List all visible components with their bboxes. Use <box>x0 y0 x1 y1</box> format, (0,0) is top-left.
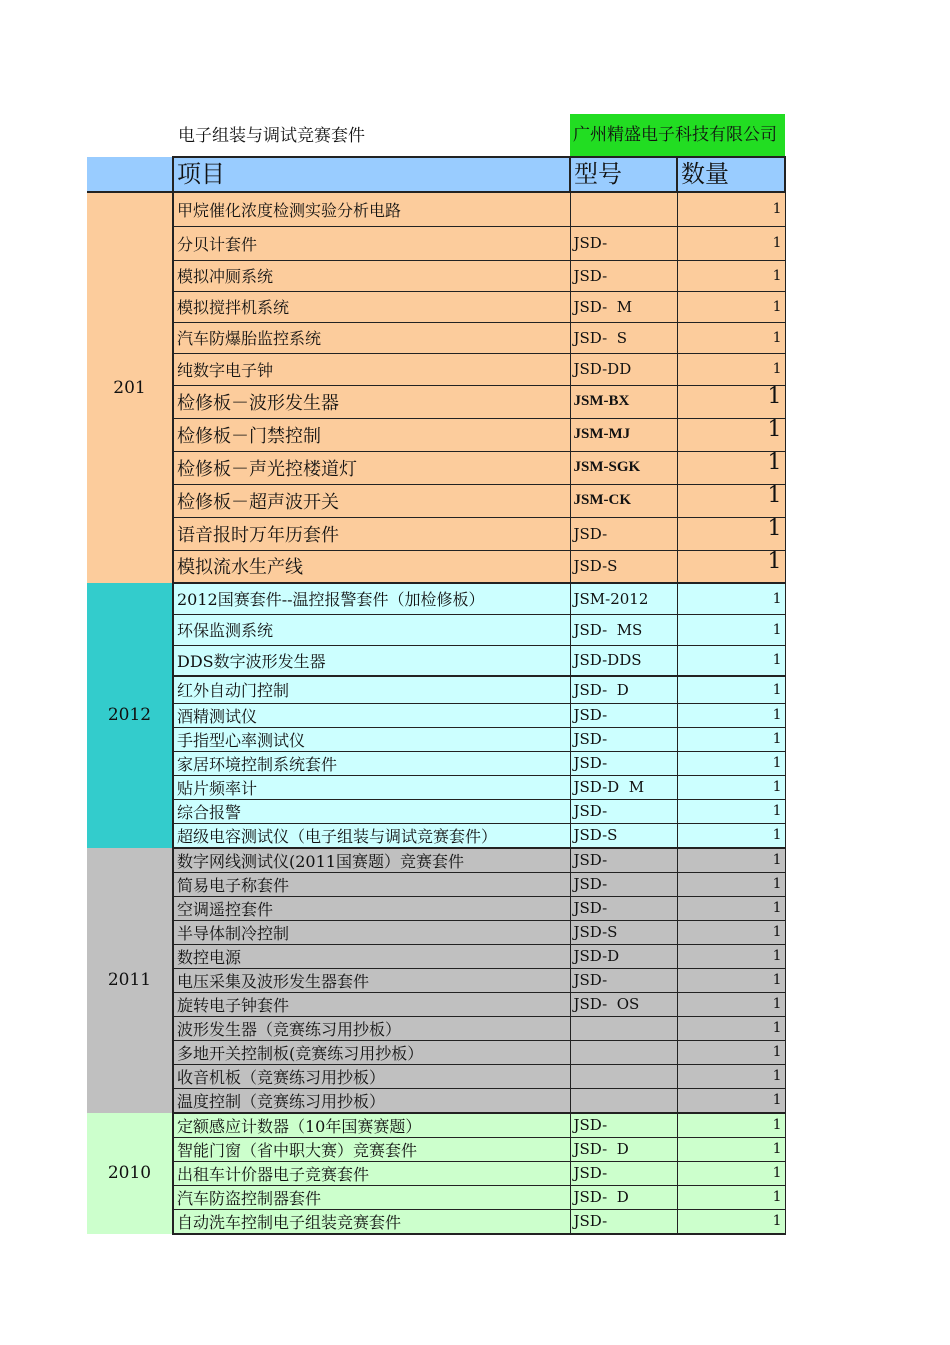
quantity-cell: 1 <box>677 614 785 645</box>
item-cell: 收音机板（竞赛练习用抄板） <box>173 1064 570 1088</box>
table-row <box>87 1185 785 1209</box>
model-cell: JSD- <box>570 799 677 823</box>
model-cell: JSD-S <box>570 920 677 944</box>
quantity-cell: 1 <box>677 1064 785 1088</box>
item-cell: 汽车防爆胎监控系统 <box>173 322 570 353</box>
quantity-cell: 1 <box>677 451 785 484</box>
table-row <box>87 517 785 550</box>
item-cell: 半导体制冷控制 <box>173 920 570 944</box>
item-cell: 检修板－超声波开关 <box>173 484 570 517</box>
table-row <box>87 484 785 517</box>
quantity-cell: 1 <box>677 1088 785 1113</box>
item-cell: 甲烷催化浓度检测实验分析电路 <box>173 192 570 226</box>
table-row <box>87 418 785 451</box>
quantity-cell: 1 <box>677 291 785 322</box>
model-cell: JSM-BX <box>570 385 677 418</box>
table-row <box>87 727 785 751</box>
item-cell: 检修板－波形发生器 <box>173 385 570 418</box>
model-cell: JSD- <box>570 968 677 992</box>
quantity-cell: 1 <box>677 385 785 418</box>
item-cell: 分贝计套件 <box>173 226 570 260</box>
company-name: 广州精盛电子科技有限公司 <box>570 114 785 156</box>
model-cell: JSD- <box>570 517 677 550</box>
table-row <box>87 583 785 614</box>
quantity-cell: 1 <box>677 260 785 291</box>
item-cell: 模拟冲厕系统 <box>173 260 570 291</box>
quantity-cell: 1 <box>677 353 785 385</box>
item-cell: 语音报时万年历套件 <box>173 517 570 550</box>
model-cell: JSD- <box>570 727 677 751</box>
product-table <box>87 156 786 1235</box>
table-row <box>87 192 785 226</box>
sheet-title: 电子组装与调试竞赛套件 <box>178 126 365 146</box>
item-cell: 定额感应计数器（10年国赛赛题） <box>173 1113 570 1138</box>
header-year-cell <box>87 157 173 192</box>
item-cell: 旋转电子钟套件 <box>173 992 570 1016</box>
quantity-cell: 1 <box>677 1161 785 1185</box>
table-row <box>87 968 785 992</box>
item-cell: 家居环境控制系统套件 <box>173 751 570 775</box>
quantity-cell: 1 <box>677 872 785 896</box>
quantity-cell: 1 <box>677 192 785 226</box>
table-row <box>87 1016 785 1040</box>
model-cell: JSD-DDS <box>570 645 677 676</box>
year-cell: 201 <box>87 192 173 583</box>
table-row <box>87 226 785 260</box>
model-cell: JSD- <box>570 896 677 920</box>
model-cell <box>570 1040 677 1064</box>
quantity-cell: 1 <box>677 1137 785 1161</box>
quantity-cell: 1 <box>677 944 785 968</box>
item-cell: 波形发生器（竞赛练习用抄板） <box>173 1016 570 1040</box>
item-cell: 酒精测试仪 <box>173 703 570 727</box>
model-cell <box>570 192 677 226</box>
table-row <box>87 848 785 873</box>
item-cell: DDS数字波形发生器 <box>173 645 570 676</box>
quantity-cell: 1 <box>677 775 785 799</box>
quantity-cell: 1 <box>677 418 785 451</box>
quantity-cell: 1 <box>677 583 785 614</box>
quantity-cell: 1 <box>677 1113 785 1138</box>
model-cell: JSD- D <box>570 1185 677 1209</box>
model-cell: JSD-D M <box>570 775 677 799</box>
quantity-cell: 1 <box>677 703 785 727</box>
model-cell <box>570 1064 677 1088</box>
item-cell: 综合报警 <box>173 799 570 823</box>
model-cell <box>570 1016 677 1040</box>
quantity-cell: 1 <box>677 226 785 260</box>
table-row <box>87 322 785 353</box>
table-row <box>87 920 785 944</box>
table-row <box>87 1088 785 1113</box>
table-row <box>87 385 785 418</box>
model-cell: JSD- <box>570 703 677 727</box>
table-row <box>87 799 785 823</box>
model-cell: JSD- D <box>570 1137 677 1161</box>
header-row <box>87 157 785 192</box>
item-cell: 空调遥控套件 <box>173 896 570 920</box>
table-row <box>87 614 785 645</box>
item-cell: 出租车计价器电子竞赛套件 <box>173 1161 570 1185</box>
item-cell: 自动洗车控制电子组装竞赛套件 <box>173 1209 570 1234</box>
quantity-cell: 1 <box>677 517 785 550</box>
model-cell: JSD- MS <box>570 614 677 645</box>
model-cell: JSD-DD <box>570 353 677 385</box>
quantity-cell: 1 <box>677 920 785 944</box>
model-cell: JSD- <box>570 848 677 873</box>
year-cell: 2012 <box>87 583 173 848</box>
table-row <box>87 550 785 583</box>
quantity-cell: 1 <box>677 1209 785 1234</box>
quantity-cell: 1 <box>677 727 785 751</box>
table-body <box>87 157 785 1234</box>
item-cell: 数字网线测试仪(2011国赛题）竞赛套件 <box>173 848 570 873</box>
table-row <box>87 1137 785 1161</box>
model-cell: JSD- <box>570 751 677 775</box>
table-row <box>87 703 785 727</box>
model-cell: JSD- <box>570 1209 677 1234</box>
model-cell: JSD-S <box>570 550 677 583</box>
model-cell: JSD- <box>570 1161 677 1185</box>
quantity-cell: 1 <box>677 550 785 583</box>
model-cell: JSM-CK <box>570 484 677 517</box>
model-cell: JSD- <box>570 260 677 291</box>
table-row <box>87 751 785 775</box>
quantity-cell: 1 <box>677 1185 785 1209</box>
table-row <box>87 1209 785 1234</box>
quantity-cell: 1 <box>677 823 785 848</box>
table-row <box>87 1161 785 1185</box>
quantity-cell: 1 <box>677 968 785 992</box>
model-cell: JSD- M <box>570 291 677 322</box>
model-cell: JSD- S <box>570 322 677 353</box>
table-row <box>87 823 785 848</box>
table-row <box>87 896 785 920</box>
model-cell: JSM-MJ <box>570 418 677 451</box>
item-cell: 智能门窗（省中职大赛）竞赛套件 <box>173 1137 570 1161</box>
quantity-cell: 1 <box>677 676 785 703</box>
model-cell: JSD- <box>570 872 677 896</box>
item-cell: 红外自动门控制 <box>173 676 570 703</box>
item-cell: 检修板－声光控楼道灯 <box>173 451 570 484</box>
table-row <box>87 992 785 1016</box>
item-cell: 模拟流水生产线 <box>173 550 570 583</box>
model-cell: JSD- <box>570 226 677 260</box>
header-quantity: 数量 <box>677 157 785 192</box>
quantity-cell: 1 <box>677 896 785 920</box>
quantity-cell: 1 <box>677 751 785 775</box>
item-cell: 纯数字电子钟 <box>173 353 570 385</box>
table-row <box>87 872 785 896</box>
item-cell: 汽车防盗控制器套件 <box>173 1185 570 1209</box>
quantity-cell: 1 <box>677 1040 785 1064</box>
table-row <box>87 451 785 484</box>
quantity-cell: 1 <box>677 848 785 873</box>
item-cell: 模拟搅拌机系统 <box>173 291 570 322</box>
item-cell: 手指型心率测试仪 <box>173 727 570 751</box>
item-cell: 检修板－门禁控制 <box>173 418 570 451</box>
year-cell: 2011 <box>87 848 173 1113</box>
model-cell: JSD- D <box>570 676 677 703</box>
item-cell: 电压采集及波形发生器套件 <box>173 968 570 992</box>
table-row <box>87 260 785 291</box>
table-row <box>87 353 785 385</box>
year-cell: 2010 <box>87 1113 173 1234</box>
table-row <box>87 645 785 676</box>
item-cell: 多地开关控制板(竞赛练习用抄板） <box>173 1040 570 1064</box>
item-cell: 简易电子称套件 <box>173 872 570 896</box>
table-row <box>87 775 785 799</box>
table-row <box>87 1040 785 1064</box>
item-cell: 数控电源 <box>173 944 570 968</box>
item-cell: 2012国赛套件--温控报警套件（加检修板） <box>173 583 570 614</box>
header-model: 型号 <box>570 157 677 192</box>
quantity-cell: 1 <box>677 992 785 1016</box>
model-cell <box>570 1088 677 1113</box>
quantity-cell: 1 <box>677 484 785 517</box>
model-cell: JSM-SGK <box>570 451 677 484</box>
model-cell: JSD-D <box>570 944 677 968</box>
header-item: 项目 <box>173 157 570 192</box>
quantity-cell: 1 <box>677 322 785 353</box>
table-row <box>87 676 785 703</box>
quantity-cell: 1 <box>677 645 785 676</box>
model-cell: JSM-2012 <box>570 583 677 614</box>
quantity-cell: 1 <box>677 799 785 823</box>
quantity-cell: 1 <box>677 1016 785 1040</box>
item-cell: 环保监测系统 <box>173 614 570 645</box>
table-row <box>87 1064 785 1088</box>
table-row <box>87 944 785 968</box>
item-cell: 贴片频率计 <box>173 775 570 799</box>
item-cell: 超级电容测试仪（电子组装与调试竞赛套件） <box>173 823 570 848</box>
table-row <box>87 1113 785 1138</box>
item-cell: 温度控制（竞赛练习用抄板） <box>173 1088 570 1113</box>
model-cell: JSD- <box>570 1113 677 1138</box>
table-row <box>87 291 785 322</box>
model-cell: JSD- OS <box>570 992 677 1016</box>
model-cell: JSD-S <box>570 823 677 848</box>
